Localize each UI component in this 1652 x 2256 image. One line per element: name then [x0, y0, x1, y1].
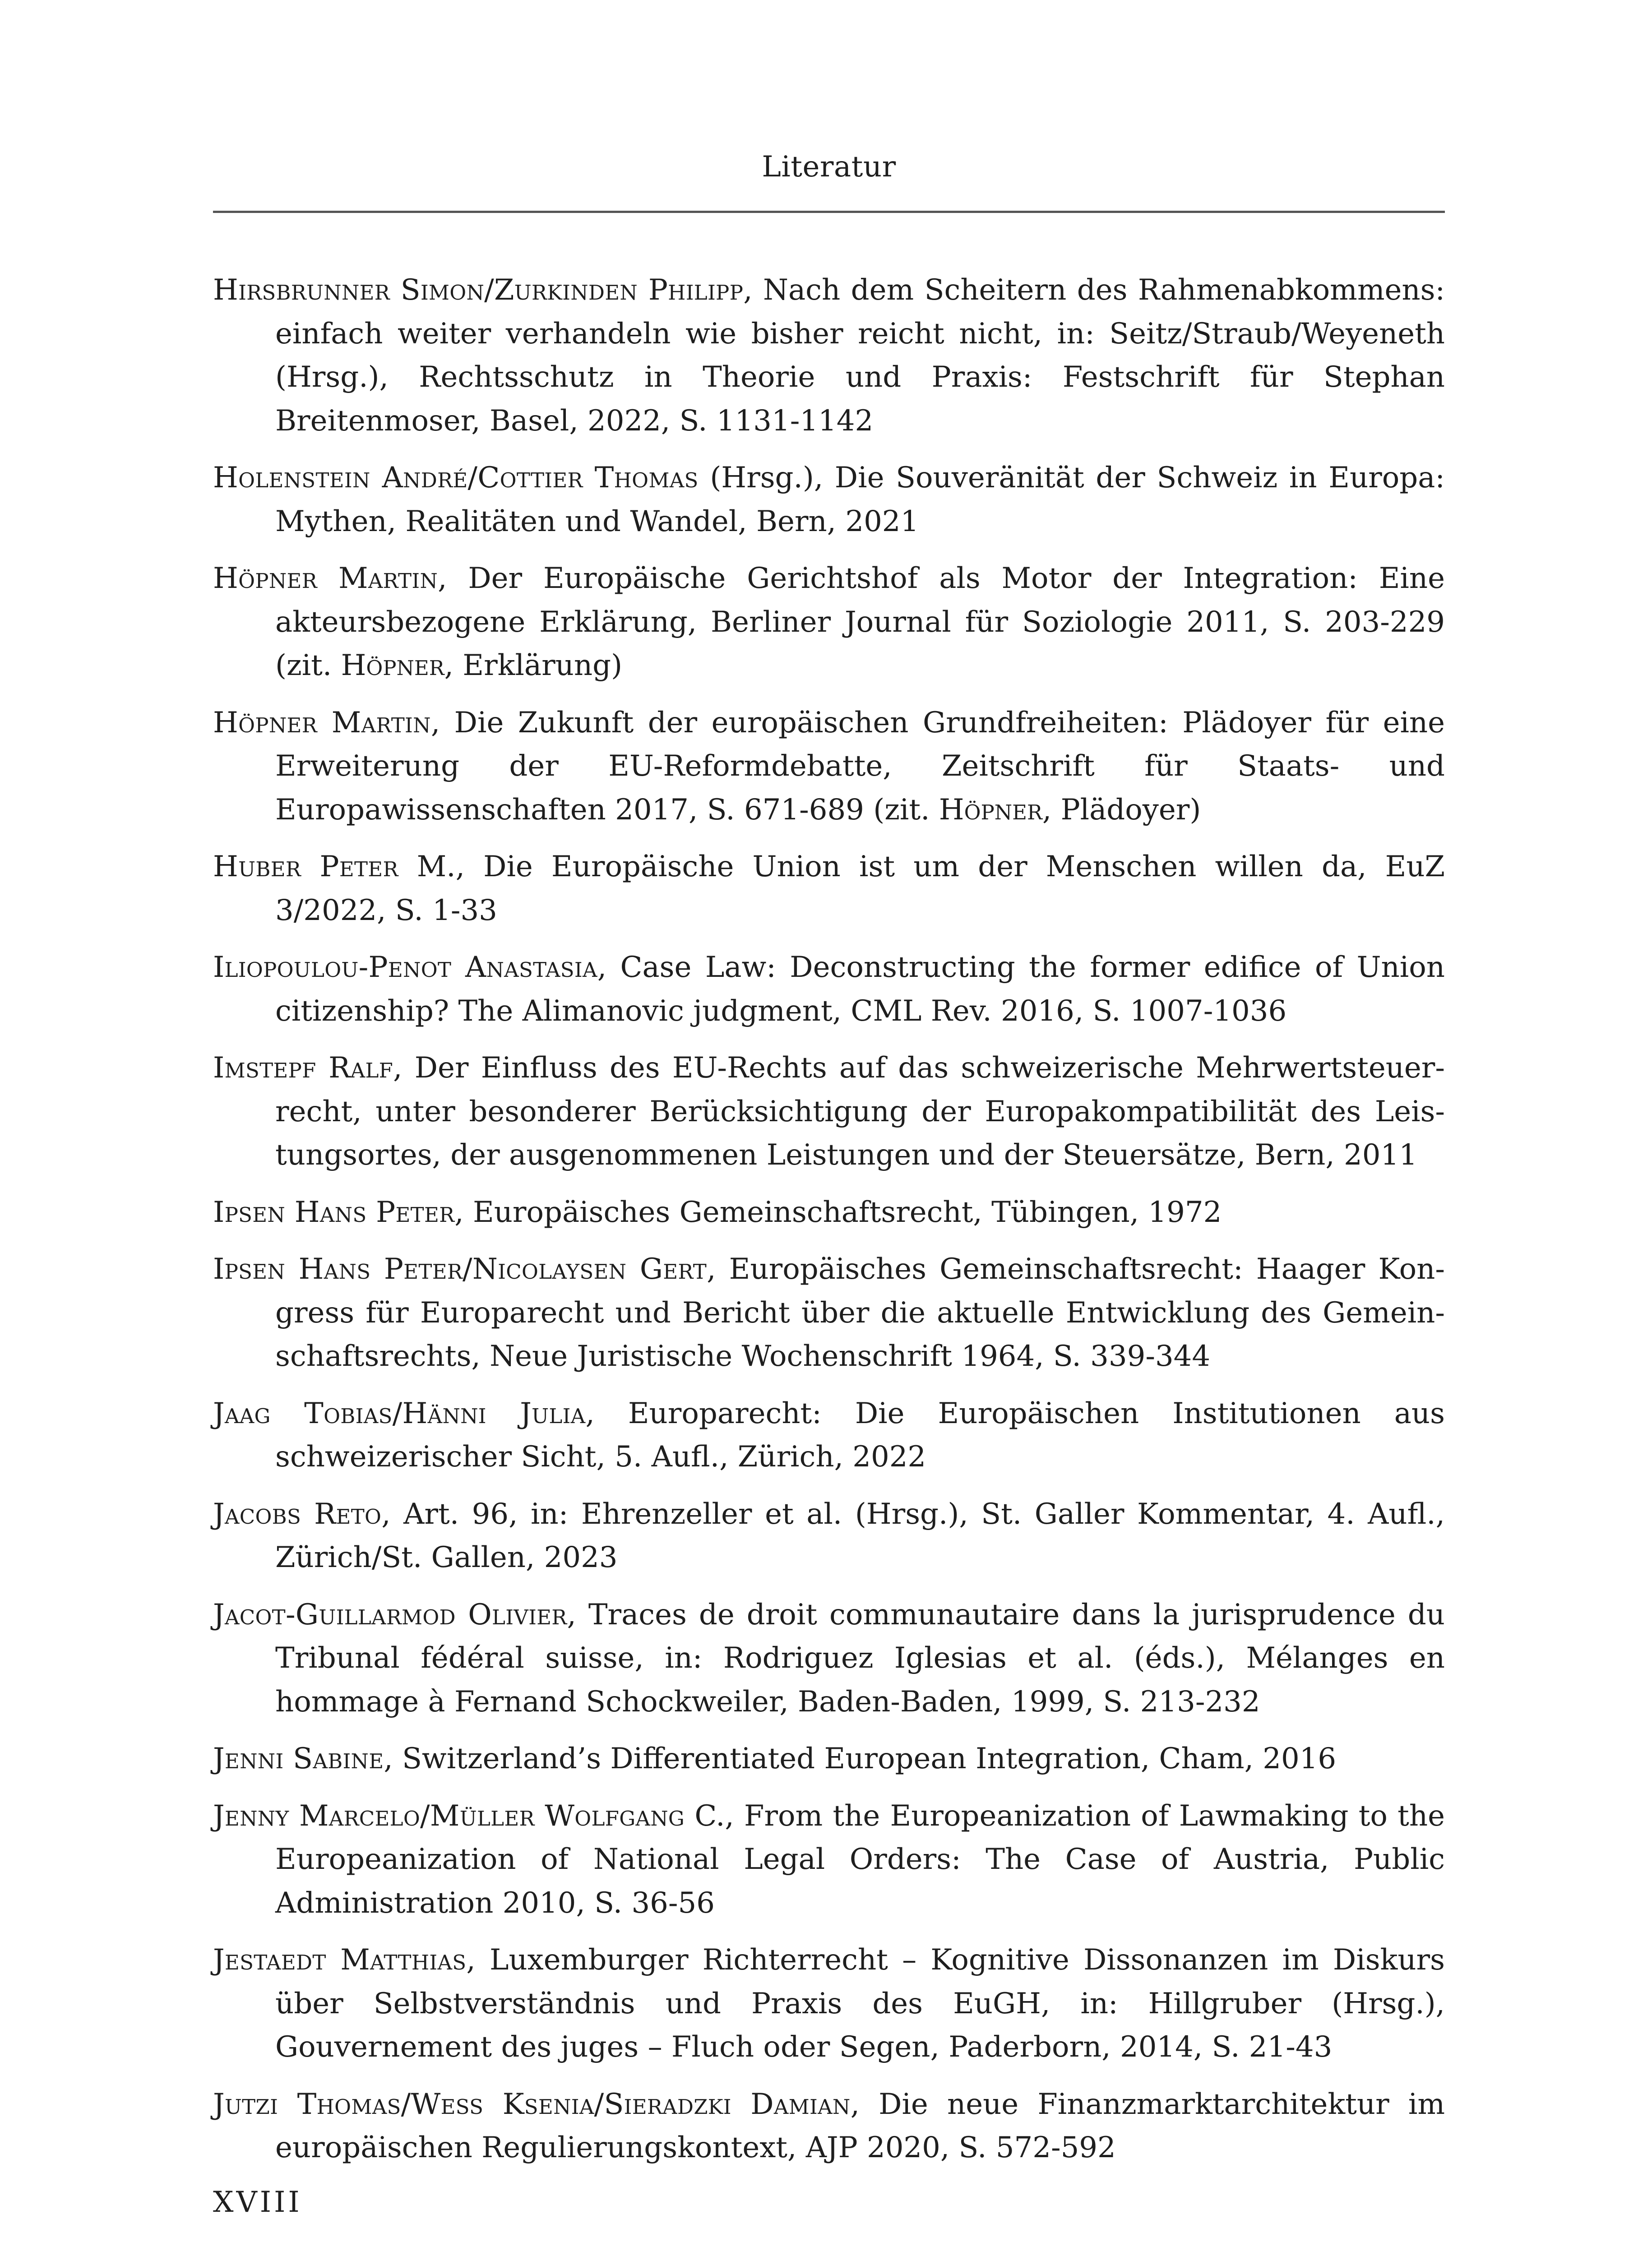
entry-text: M., Die Europäische Union ist um der Menschen willen da, EuZ 3/2022, S. 1-33 — [275, 850, 1445, 927]
entry-author: Ipsen Hans Peter — [213, 1195, 455, 1229]
bibliography-entry — [213, 1493, 1445, 1580]
entry-author: Holenstein André/Cottier Thomas — [213, 461, 699, 495]
entry-author: Jaag Tobias/Hänni Julia — [213, 1396, 586, 1430]
entry-text: , Art. 96, in: Ehrenzeller et al. (Hrsg.), St. Galler Kommentar, 4. Aufl., Zürich/St. Gallen, 2023 — [275, 1497, 1445, 1574]
entry-text: (Hrsg.), Die Souveränität der Schweiz in Europa: Mythen, Realitäten und Wandel, Bern, 2021 — [275, 461, 1445, 538]
entry-text: , Nach dem Scheitern des Rahmenabkommens: einfach weiter verhandeln wie bisher reicht nicht, in: Seitz/Straub/Weyeneth (Hrsg.), Rechtsschutz in Theorie und Praxis: Festschrift für Stephan Breitenmoser, Basel, 2022, S. 1131-1142 — [275, 273, 1445, 438]
entry-text: , Europarecht: Die Europäischen Institutionen aus schweizerischer Sicht, 5. Aufl., Zürich, 2022 — [275, 1396, 1445, 1474]
bibliography-entry — [213, 1191, 1445, 1234]
entry-author: Iliopoulou-Penot Anastasia — [213, 951, 597, 984]
page-number: XVIII — [213, 2186, 302, 2219]
entry-text: , Der Europäische Gerichtshof als Motor der Integration: Eine akteursbezogene Erklärung, Berliner Journal für Soziologie 2011, S. 203-229 (zit. — [275, 562, 1445, 682]
bibliography-list — [213, 268, 1445, 2183]
entry-author: Jenny Marcelo/Müller Wolfgang — [213, 1799, 685, 1833]
entry-author: Jestaedt Matthias — [213, 1943, 467, 1977]
entry-text: , Die Zukunft der europäischen Grundfreiheiten: Plädoyer für eine Erweiterung der EU-Reformdebatte, Zeitschrift für Staats- und Europawissenschaften 2017, S. 671-689 (zit. — [275, 706, 1445, 827]
bibliography-entry — [213, 456, 1445, 543]
bibliography-entry — [213, 1794, 1445, 1925]
bibliography-entry — [213, 701, 1445, 832]
entry-author: Huber Peter — [213, 850, 398, 883]
bibliography-entry — [213, 845, 1445, 932]
entry-text: , Der Einfluss des EU-Rechts auf das schweizerische Mehrwertsteuerrecht, unter besonderer Berücksichtigung der Europakompatibilität des Leistungsortes, der ausgenommenen Leistungen und der Steuersätze, Bern, 2011 — [275, 1051, 1445, 1172]
entry-cite-name: Höpner — [341, 649, 444, 682]
entry-author: Hirsbrunner Simon/Zurkinden Philipp — [213, 273, 744, 307]
entry-author: Jenni Sabine — [213, 1742, 384, 1775]
entry-text: , Europäisches Gemeinschaftsrecht: Haager Kongress für Europarecht und Bericht über die aktuelle Entwicklung des Gemeinschaftsrechts, Neue Juristische Wochenschrift 1964, S. 339-344 — [275, 1253, 1445, 1373]
bibliography-entry — [213, 557, 1445, 688]
entry-text: , Europäisches Gemeinschaftsrecht, Tübingen, 1972 — [454, 1195, 1222, 1229]
entry-author: Höpner Martin — [213, 562, 438, 595]
bibliography-entry — [213, 1938, 1445, 2069]
entry-text: , Traces de droit communautaire dans la jurisprudence du Tribunal fédéral suisse, in: Rodriguez Iglesias et al. (éds.), Mélanges en hommage à Fernand Schockweiler, Baden-Baden, 1999, S. 213-232 — [275, 1598, 1445, 1719]
header-rule — [213, 211, 1445, 213]
entry-text: , Die neue Finanzmarktarchitektur im europäischen Regulierungskontext, AJP 2020, S. 572-592 — [275, 2087, 1445, 2164]
entry-author: Imstepf Ralf — [213, 1051, 393, 1085]
bibliography-entry — [213, 1593, 1445, 1724]
bibliography-entry — [213, 2083, 1445, 2170]
bibliography-entry — [213, 268, 1445, 443]
entry-author: Jacot-Guillarmod Olivier — [213, 1598, 567, 1632]
bibliography-entry — [213, 946, 1445, 1033]
entry-author: Jutzi Thomas/Wess Ksenia/Sieradzki Damian — [213, 2087, 851, 2121]
entry-cite-rest: , Erklärung) — [444, 649, 623, 682]
bibliography-entry — [213, 1392, 1445, 1479]
bibliography-entry — [213, 1046, 1445, 1177]
entry-text: C., From the Europeanization of Lawmaking to the Europeanization of National Legal Orders: The Case of Austria, Public Administration 2010, S. 36-56 — [275, 1799, 1445, 1920]
entry-text: , Switzerland’s Differentiated European Integration, Cham, 2016 — [384, 1742, 1337, 1775]
bibliography-entry — [213, 1737, 1445, 1781]
running-head: Literatur — [762, 150, 896, 184]
entry-text: , Luxemburger Richterrecht – Kognitive Dissonanzen im Diskurs über Selbstverständnis und Praxis des EuGH, in: Hillgruber (Hrsg.), Gouvernement des juges – Fluch oder Segen, Paderborn, 2014, S. 21-43 — [275, 1943, 1445, 2064]
entry-cite-rest: , Plädoyer) — [1042, 793, 1201, 827]
entry-text: , Case Law: Deconstructing the former edifice of Union citizenship? The Alimanovic judgment, CML Rev. 2016, S. 1007-1036 — [275, 951, 1445, 1028]
entry-author: Ipsen Hans Peter/Nicolaysen Gert — [213, 1253, 707, 1286]
entry-author: Höpner Martin — [213, 706, 431, 740]
entry-cite-name: Höpner — [939, 793, 1042, 827]
entry-author: Jacobs Reto — [213, 1497, 382, 1531]
bibliography-entry — [213, 1248, 1445, 1378]
